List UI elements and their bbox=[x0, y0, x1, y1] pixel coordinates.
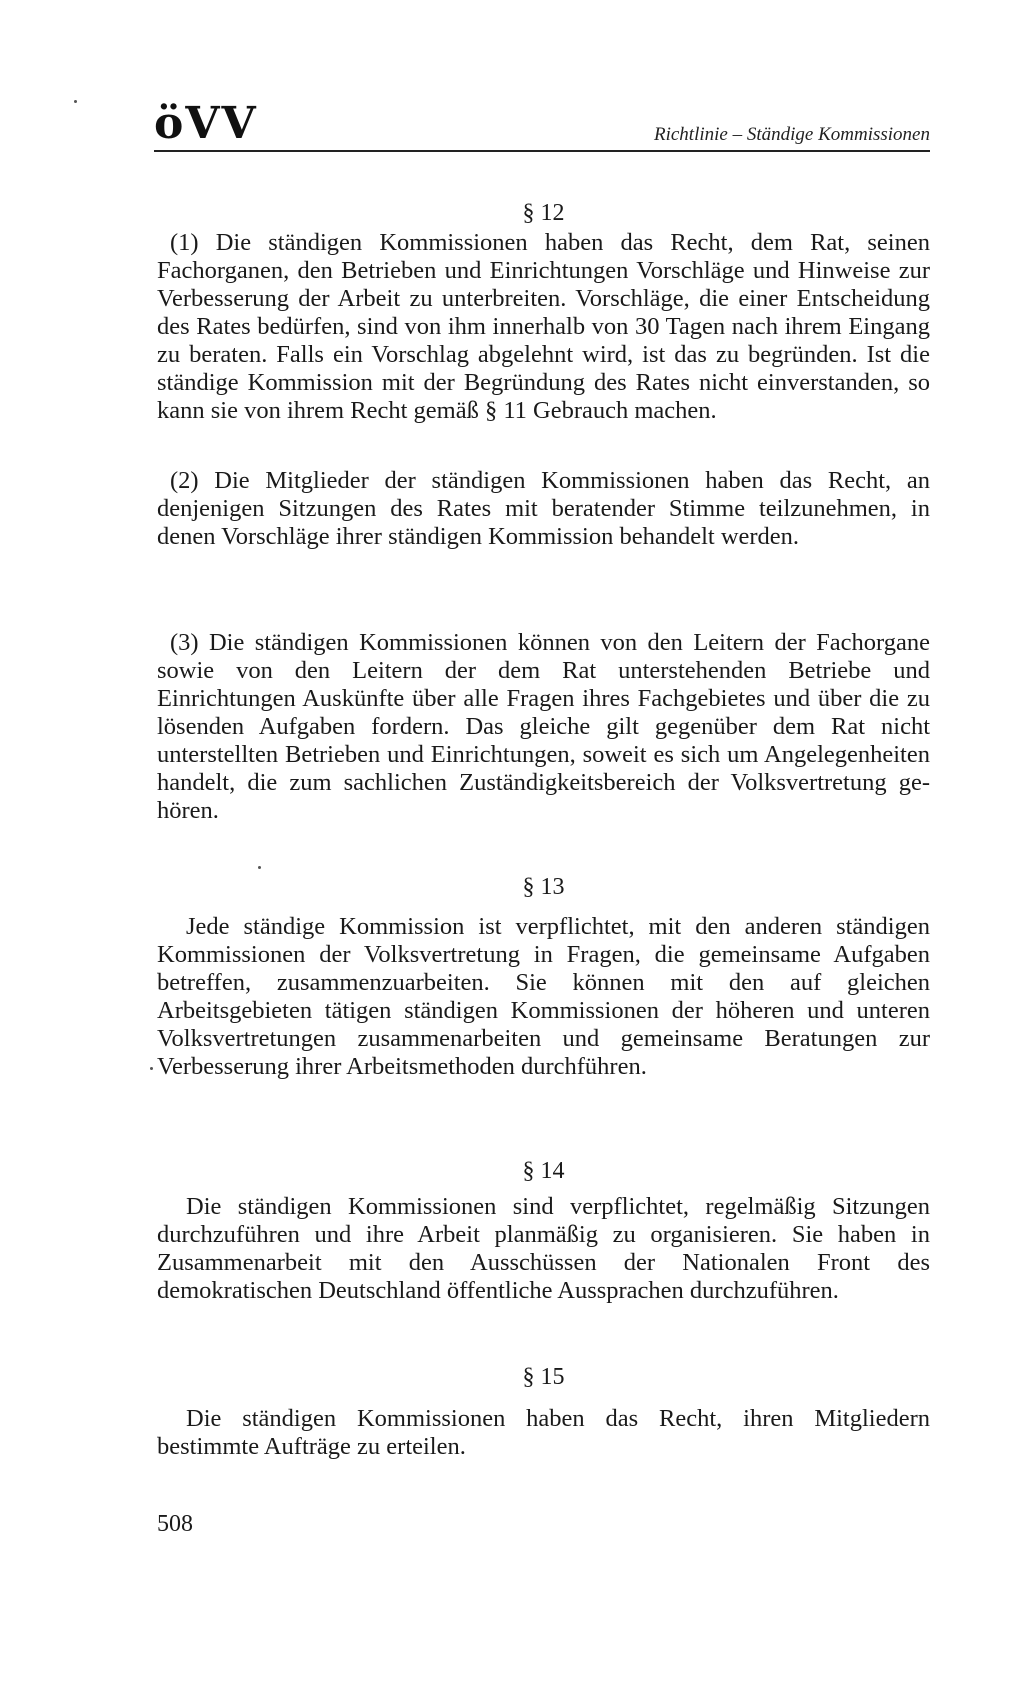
paragraph-13: Jede ständige Kommission ist verpflichtet, mit den anderen ständigen Kommissionen der Volksvertretung in Fragen, die gemeinsame Aufgaben betreffen, zusammenzuarbeiten. Sie können mit den auf gleichen Arbeitsgebieten tätigen ständigen Kommissionen der höheren und unteren Volksvertretungen zusammenarbeiten und gemeinsame Beratungen zur Verbesserung ihrer Arbeitsmethoden durchführen. bbox=[157, 913, 930, 1080]
section-heading-14: § 14 bbox=[522, 1158, 565, 1184]
running-head-title: Richtlinie – Ständige Kommissionen bbox=[653, 124, 930, 145]
section-heading-15: § 15 bbox=[522, 1364, 565, 1390]
section-heading-13: § 13 bbox=[522, 874, 565, 900]
scan-speck bbox=[258, 866, 261, 869]
paragraph-14: Die ständigen Kommissionen sind verpflichtet, regelmäßig Sitzungen durchzuführen und ihre Arbeit planmäßig zu organisieren. Sie haben in Zusammenarbeit mit den Ausschüssen der Nationalen Front des demokratischen Deutschland öffentliche Aussprachen durchzuführen. bbox=[157, 1193, 930, 1304]
paragraph-12-3: (3) Die ständigen Kommissionen können von den Leitern der Fachorgane sowie von den Leitern der dem Rat unterstehenden Betriebe und Einrichtungen Auskünfte über alle Fragen ihres Fachgebietes und über die zu lösenden Aufgaben fordern. Das gleiche gilt gegenüber dem Rat nicht unterstellten Betrieben und Einrichtungen, soweit es sich um Angelegenheiten handelt, die zum sachlichen Zuständigkeitsbereich der Volksvertretung gehören. bbox=[157, 629, 930, 824]
paragraph-12-1: (1) Die ständigen Kommissionen haben das Recht, dem Rat, seinen Fachorganen, den Betrieben und Einrichtungen Vorschläge und Hinweise zur Verbesserung der Arbeit zu unterbreiten. Vorschläge, die einer Entscheidung des Rates bedürfen, sind von ihm innerhalb von 30 Tagen nach ihrem Eingang zu beraten. Falls ein Vorschlag abgelehnt wird, ist das zu begründen. Ist die ständige Kommission mit der Begründung des Rates nicht einverstanden, so kann sie von ihrem Recht gemäß § 11 Gebrauch machen. bbox=[157, 229, 930, 424]
section-heading-12: § 12 bbox=[522, 200, 565, 226]
paragraph-15: Die ständigen Kommissionen haben das Recht, ihren Mitgliedern bestimmte Aufträge zu erteilen. bbox=[157, 1405, 930, 1460]
paragraph-12-2: (2) Die Mitglieder der ständigen Kommissionen haben das Recht, an denjenigen Sitzungen des Rates mit beratender Stimme teilzunehmen, in denen Vorschläge ihrer ständigen Kommission behandelt werden. bbox=[157, 467, 930, 550]
page-number: 508 bbox=[157, 1511, 193, 1537]
publisher-logo: öVV bbox=[154, 98, 258, 149]
scan-speck bbox=[150, 1067, 153, 1070]
running-header bbox=[154, 98, 930, 152]
scan-speck bbox=[74, 100, 77, 103]
